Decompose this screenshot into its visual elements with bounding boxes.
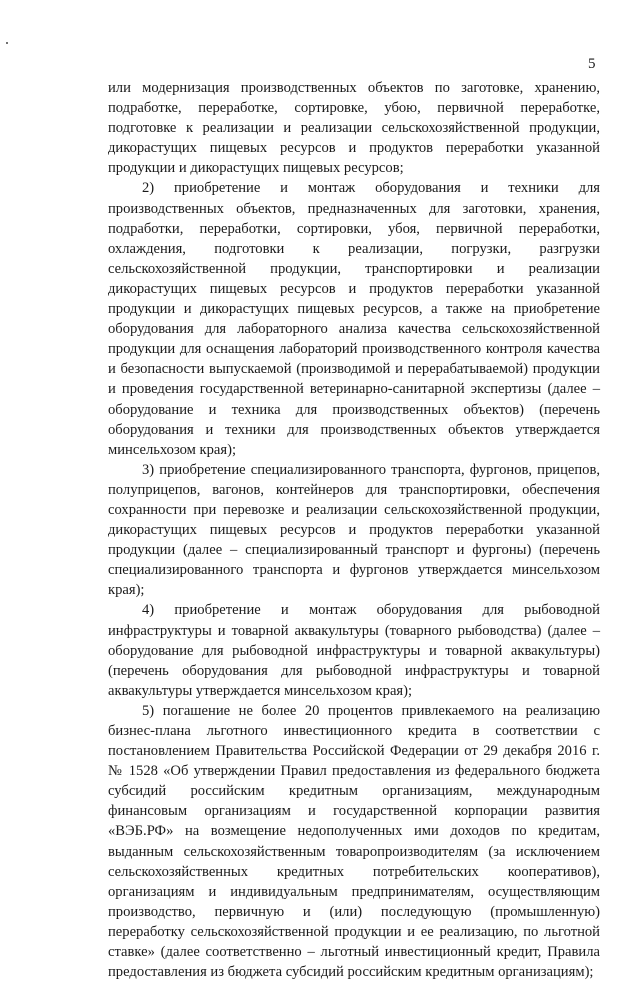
page-number: 5 (588, 56, 596, 72)
scan-speck (6, 42, 8, 44)
paragraph-item-3: 3) приобретение специализированного транспорта, фургонов, прицепов, полуприцепов, вагонов, контейнеров для транспортировки, обеспечения сохранности при перевозке и реализации сельскохозяйственной продукции, дикорастущих пищевых ресурсов и продуктов переработки указанной продукции (далее – специализированный транспорт и фургоны) (перечень специализированного транспорта и фургонов утверждается минсельхозом края); (108, 461, 600, 599)
paragraph-continuation: или модернизация производственных объектов по заготовке, хранению, подработке, переработке, сортировке, убою, первичной переработке, подготовке к реализации и реализации сельскохозяйственной продукции, дикорастущих пищевых ресурсов и продуктов переработки указанной продукции и дикорастущих пищевых ресурсов; (108, 80, 600, 177)
paragraph-item-5: 5) погашение не более 20 процентов привлекаемого на реализацию бизнес-плана льготного инвестиционного кредита в соответствии с постановлением Правительства Российской Федерации от 29 декабря 2016 г. № 1528 «Об утверждении Правил предоставления из федерального бюджета субсидий российским кредитным организациям, международным финансовым организациям и государственной корпорации развития «ВЭБ.РФ» на возмещение недополученных ими доходов по кредитам, выданным сельскохозяйственным товаропроизводителям (за исключением сельскохозяйственных кредитных потребительских кооперативов), организациям и индивидуальным предпринимателям, осуществляющим производство, первичную и (или) последующую (промышленную) переработку сельскохозяйственной продукции и ее реализацию, по льготной ставке» (далее соответственно – льготный инвестиционный кредит, Правила предоставления из бюджета субсидий российским кредитным организациям); (108, 702, 600, 981)
paragraph-item-4: 4) приобретение и монтаж оборудования для рыбоводной инфраструктуры и товарной аквакультуры (товарного рыбоводства) (далее – оборудование для рыбоводной инфраструктуры и товарной аквакультуры) (перечень оборудования для рыбоводной инфраструктуры и товарной аквакультуры утверждается минсельхозом края); (108, 602, 600, 699)
paragraph-item-2: 2) приобретение и монтаж оборудования и техники для производственных объектов, предназначенных для заготовки, хранения, подработки, переработки, сортировки, убоя, первичной переработки, охлаждения, подготовки к реализации, погрузки, разгрузки сельскохозяйственной продукции, транспортировки и реализации дикорастущих пищевых ресурсов и продуктов переработки указанной продукции и дикорастущих пищевых ресурсов, а также на приобретение оборудования для лабораторного анализа качества сельскохозяйственной продукции для оснащения лабораторий производственного контроля качества и безопасности выпускаемой (производимой и перерабатываемой) продукции и проведения государственной ветеринарно-санитарной экспертизы (далее – оборудование и техника для производственных объектов) (перечень оборудования и техники для производственных объектов утверждается минсельхозом края); (108, 180, 600, 458)
document-body (108, 78, 600, 982)
